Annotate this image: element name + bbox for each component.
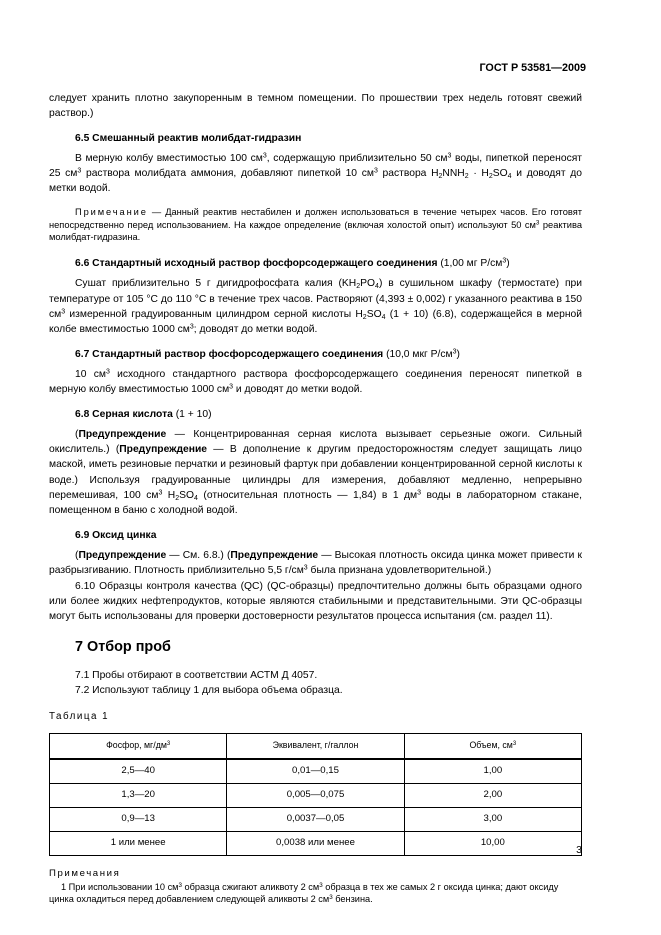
column-header-equivalent: Эквивалент, г/галлон [227, 733, 404, 759]
table-caption: Таблица 1 [49, 711, 110, 723]
table-cell: 0,9—13 [50, 807, 227, 831]
section-title: 6.6 Стандартный исходный раствор фосфорсодержащего соединения [75, 258, 438, 270]
page-content [49, 91, 582, 906]
section-6-5-paragraph: В мерную колбу вместимостью 100 $см^3$, содержащую приблизительно 50 $см^3$ воды, пипеткой переносят 25 $см^3$ раствора молибдата аммония, добавляют пипеткой 10 $см^3$ раствора $H_2NNH_2 \cdot H_2SO_4$ и доводят до метки водой. [49, 152, 583, 195]
table-cell: 0,0038 или менее [227, 831, 404, 855]
table-note-1: 1 При использовании 10 $см^3$ образца сжигают аликвоту 2 $см^3$ образца в тех же самых 2 г оксида цинка; дают оксиду цинка охладиться перед добавлением следующей аликвоты 2 $см^3$ бензина. [49, 881, 559, 905]
section-6-9-paragraph: (Предупреждение — См. 6.8.) (Предупреждение — Высокая плотность оксида цинка может привести к разбрызгиванию. Плотность приблизительно 5,5 $г/см^3$ была признана удовлетворительной.) [49, 549, 582, 577]
section-title: 6.5 Смешанный реактив молибдат-гидразин [75, 132, 302, 144]
table-cell: 2,5—40 [50, 759, 227, 784]
section-7-2-paragraph: 7.2 Используют таблицу 1 для выбора объема образца. [75, 685, 343, 696]
page-number: 3 [576, 844, 582, 856]
section-6-9-heading [49, 528, 582, 543]
column-header-phosphorus: Фосфор, $мг/дм^3$ [50, 733, 227, 759]
section-6-6-heading: 6.6 Стандартный исходный раствор фосфорсодержащего соединения (1,00 мг $P/см^3$) [75, 257, 510, 270]
notes-heading: Примечания [49, 867, 121, 879]
section-title: 6.8 Серная кислота [75, 408, 173, 420]
table-cell: 3,00 [404, 807, 581, 831]
table-row [50, 831, 582, 855]
section-7-heading: 7 Отбор проб [75, 639, 171, 656]
section-6-7-heading: 6.7 Стандартный раствор фосфорсодержащего соединения (10,0 мкг $P/см^3$) [75, 348, 460, 360]
section-6-10-paragraph: 6.10 Образцы контроля качества (QC) (QC-образцы) предпочтительно должны быть образцами одного или более жидких нефтепродуктов, которые являются стабильными и представительными. Эти QC-образцы могут быть использованы для проверки достоверности результатов процесса испытания (см. раздел 11). [49, 580, 582, 623]
section-6-6-paragraph: Сушат приблизительно 5 г дигидрофосфата калия $(KH_2PO_4)$ в сушильном шкафу (термостате) при температуре от 105 °С до 110 °С в течение трех часов. Растворяют (4,393 ± 0,002) г указанного реактива в 150 $см^3$ измеренной градуированным цилиндром серной кислоты $H_2SO_4$ (1 + 10) (6.8), содержащейся в мерной колбе вместимостью 1000 $см^3$; доводят до метки водой. [49, 278, 582, 336]
column-header-volume: Объем, $см^3$ [404, 733, 581, 759]
table-row [50, 807, 582, 831]
note-label: Примечание [75, 206, 148, 217]
table-cell: 10,00 [404, 831, 581, 855]
table-row [50, 783, 582, 807]
section-6-7-paragraph: 10 $см^3$ исходного стандартного раствора фосфорсодержащего соединения переносят пипеткой в мерную колбу вместимостью 1000 $см^3$ и доводят до метки водой. [49, 368, 582, 396]
table-cell: 0,005—0,075 [227, 783, 404, 807]
section-title: 6.7 Стандартный раствор фосфорсодержащего соединения [75, 348, 384, 360]
table-row [50, 759, 582, 784]
section-6-5-heading [49, 131, 582, 146]
intro-paragraph: следует хранить плотно закупоренным в темном помещении. По прошествии трех недель готовят свежий раствор.) [49, 93, 582, 120]
table-cell: 2,00 [404, 783, 581, 807]
table-cell: 0,0037—0,05 [227, 807, 404, 831]
section-6-5-note: Примечание — Данный реактив нестабилен и должен использоваться в течение четырех часов. Его готовят непосредственно перед использованием. На каждое определение (включая холостой опыт) используют 50 $см^3$ реактива молибдат-гидразина. [49, 206, 582, 243]
sample-volume-table [49, 733, 582, 856]
standard-header: ГОСТ Р 53581—2009 [479, 62, 586, 74]
table-cell: 1,00 [404, 759, 581, 784]
table-cell: 0,01—0,15 [227, 759, 404, 784]
table-header-row [50, 733, 582, 759]
section-7-1-paragraph: 7.1 Пробы отбирают в соответствии АСТМ Д 4057. [75, 669, 318, 681]
section-6-8-paragraph: (Предупреждение — Концентрированная серная кислота вызывает серьезные ожоги. Сильный окислитель.) (Предупреждение — В дополнение к другим предосторожностям следует защищать лицо маской, иметь резиновые перчатки и резиновый фартук при добавлении концентрированной серной кислоты к воде.) Используя градуированные цилиндры для измерения, добавляют медленно, непрерывно перемешивая, 100 $см^3$ $H_2SO_4$ (относительная плотность — 1,84) в 1 $дм^3$ воды в лабораторном стакане, помещенном в баню с холодной водой. [49, 428, 582, 517]
section-6-8-heading: 6.8 Серная кислота (1 + 10) [75, 408, 212, 420]
table-cell: 1,3—20 [50, 783, 227, 807]
section-title: 6.9 Оксид цинка [75, 529, 157, 541]
table-cell: 1 или менее [50, 831, 227, 855]
